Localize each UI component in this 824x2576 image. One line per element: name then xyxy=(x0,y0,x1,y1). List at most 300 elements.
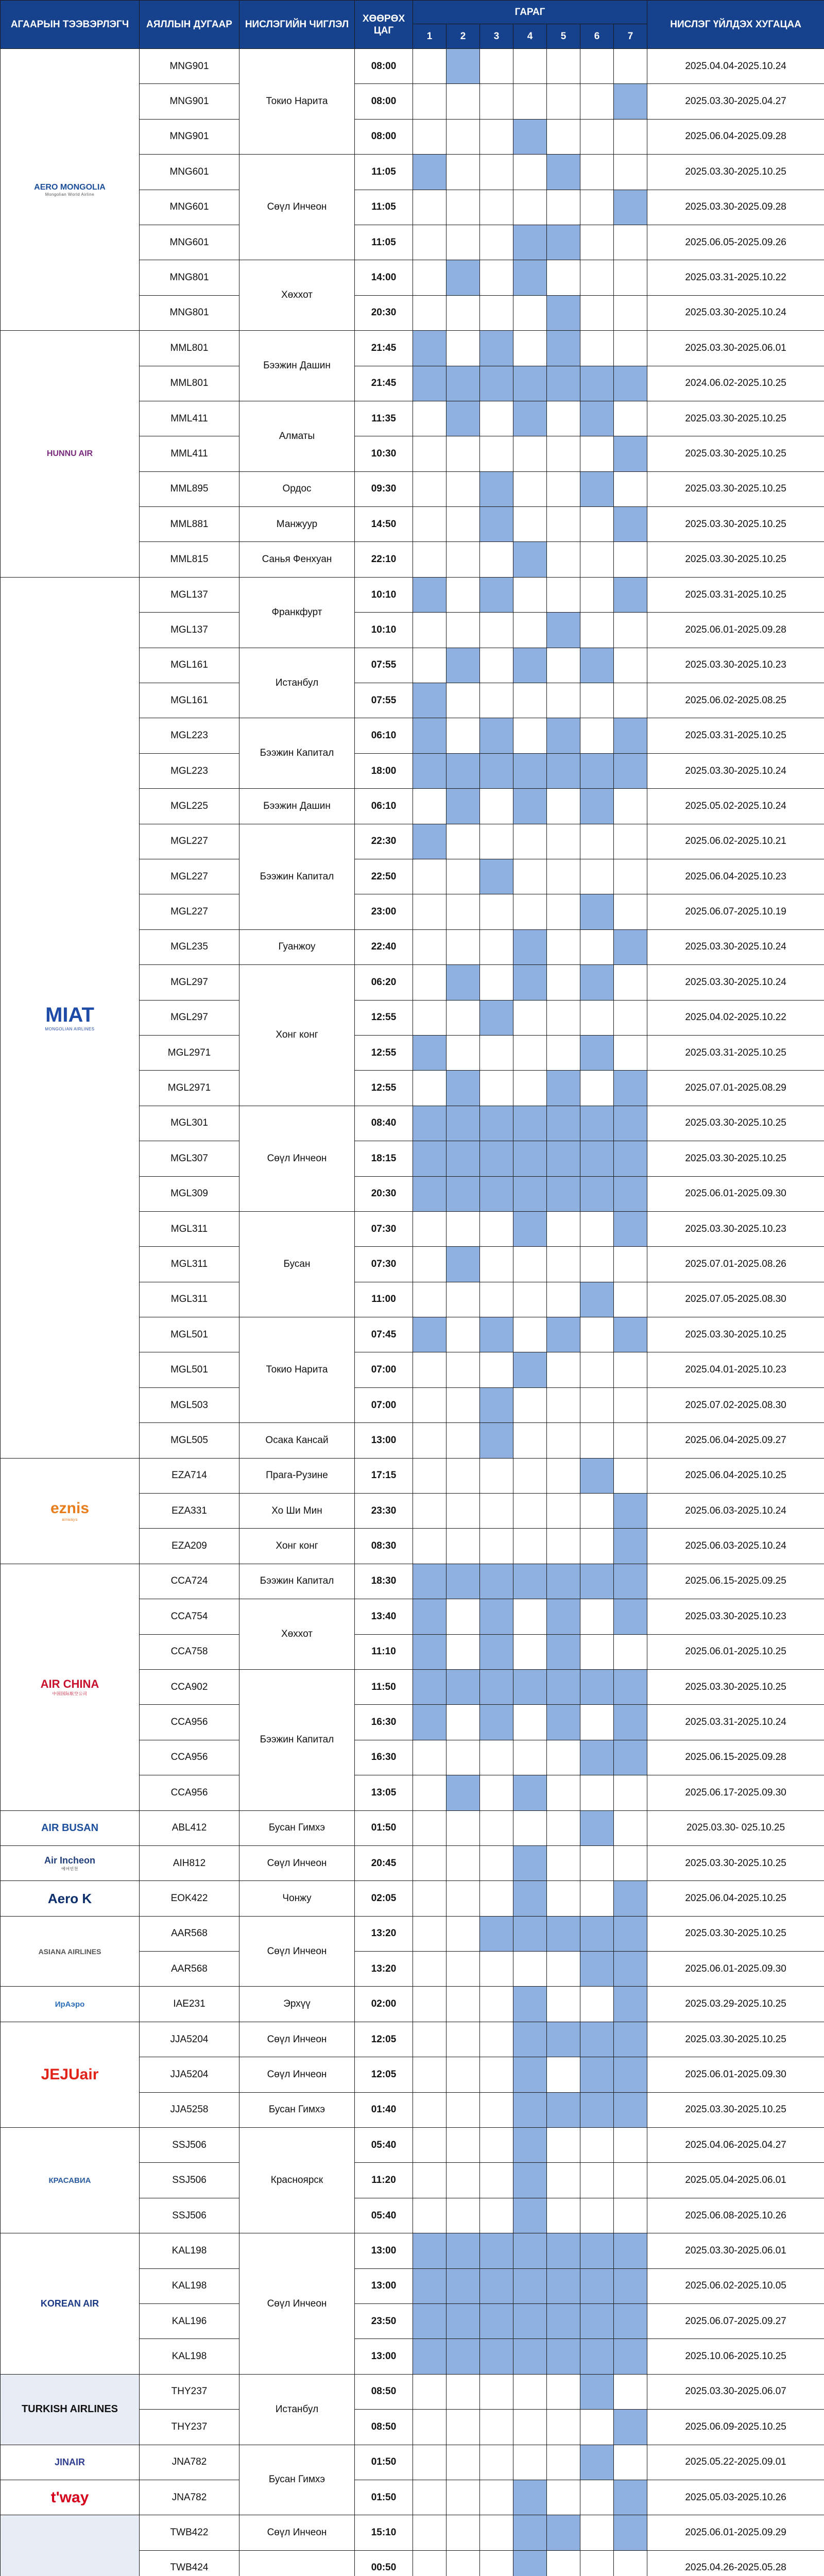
day-cell-6 xyxy=(580,613,614,648)
day-cell-1 xyxy=(413,1035,447,1070)
destination: Бусан xyxy=(239,1211,355,1317)
day-cell-7 xyxy=(614,1000,647,1035)
schedule-row xyxy=(1,1987,824,2022)
day-cell-5 xyxy=(547,2515,580,2550)
day-cell-7 xyxy=(614,2092,647,2127)
day-cell-1 xyxy=(413,789,447,824)
day-cell-1 xyxy=(413,471,447,506)
day-cell-5 xyxy=(547,1000,580,1035)
header-weekdays: ГАРАГ xyxy=(413,1,647,24)
departure-time: 05:40 xyxy=(355,2198,413,2233)
flight-period: 2025.03.30-2025.10.25 xyxy=(647,1669,824,1704)
day-cell-5 xyxy=(547,1564,580,1599)
day-cell-6 xyxy=(580,2057,614,2092)
header-day-1: 1 xyxy=(413,24,447,49)
airline-logo-subtext: 中国国际航空公司 xyxy=(52,1691,88,1697)
flight-number: SSJ506 xyxy=(140,2128,239,2163)
airline-logo-text: AIR BUSAN xyxy=(41,1822,99,1834)
day-cell-1 xyxy=(413,1810,447,1845)
day-cell-6 xyxy=(580,1106,614,1141)
day-cell-7 xyxy=(614,1881,647,1916)
day-cell-4 xyxy=(513,2128,547,2163)
flight-period: 2025.03.30-2025.10.25 xyxy=(647,507,824,542)
day-cell-2 xyxy=(447,225,480,260)
day-cell-5 xyxy=(547,1458,580,1493)
jeju-air-logo xyxy=(1,2066,139,2083)
departure-time: 10:10 xyxy=(355,577,413,612)
day-cell-3 xyxy=(480,1106,513,1141)
day-cell-3 xyxy=(480,1669,513,1704)
flight-period: 2025.06.15-2025.09.28 xyxy=(647,1740,824,1775)
aero-k-logo xyxy=(1,1891,139,1907)
day-cell-3 xyxy=(480,1599,513,1634)
departure-time: 09:30 xyxy=(355,471,413,506)
day-cell-1 xyxy=(413,1599,447,1634)
header-flight-period: НИСЛЭГ ҮЙЛДЭХ ХУГАЦАА xyxy=(647,1,824,49)
day-cell-6 xyxy=(580,2410,614,2445)
day-cell-6 xyxy=(580,401,614,436)
day-cell-6 xyxy=(580,119,614,154)
destination: Эрхүү xyxy=(239,1987,355,2022)
flight-number: ABL412 xyxy=(140,1810,239,1845)
day-cell-6 xyxy=(580,295,614,330)
day-cell-3 xyxy=(480,1071,513,1106)
schedule-row xyxy=(1,2233,824,2268)
day-cell-3 xyxy=(480,2410,513,2445)
day-cell-1 xyxy=(413,613,447,648)
day-cell-2 xyxy=(447,2128,480,2163)
destination: Хөххот xyxy=(239,260,355,331)
flight-number: MGL161 xyxy=(140,683,239,718)
flight-number: MGL297 xyxy=(140,1000,239,1035)
day-cell-5 xyxy=(547,1106,580,1141)
air-china-logo xyxy=(1,1677,139,1697)
day-cell-4 xyxy=(513,401,547,436)
day-cell-2 xyxy=(447,1740,480,1775)
day-cell-2 xyxy=(447,1634,480,1669)
day-cell-6 xyxy=(580,260,614,295)
day-cell-4 xyxy=(513,295,547,330)
flight-period: 2025.06.01-2025.09.28 xyxy=(647,613,824,648)
day-cell-3 xyxy=(480,613,513,648)
flight-number: KAL198 xyxy=(140,2268,239,2303)
day-cell-1 xyxy=(413,2304,447,2339)
day-cell-3 xyxy=(480,965,513,1000)
airline-logo-text: ИрАэро xyxy=(55,1999,85,2009)
day-cell-3 xyxy=(480,789,513,824)
day-cell-5 xyxy=(547,2128,580,2163)
header-day-6: 6 xyxy=(580,24,614,49)
day-cell-5 xyxy=(547,2374,580,2409)
day-cell-1 xyxy=(413,1317,447,1352)
flight-number: MGL225 xyxy=(140,789,239,824)
day-cell-5 xyxy=(547,2410,580,2445)
flight-number: SSJ506 xyxy=(140,2198,239,2233)
day-cell-2 xyxy=(447,1106,480,1141)
day-cell-2 xyxy=(447,331,480,366)
flight-period: 2025.06.01-2025.09.29 xyxy=(647,2515,824,2550)
day-cell-2 xyxy=(447,1282,480,1317)
day-cell-4 xyxy=(513,1176,547,1211)
day-cell-5 xyxy=(547,295,580,330)
airline-logo-subtext: 에어인천 xyxy=(61,1866,78,1871)
schedule-row xyxy=(1,1564,824,1599)
day-cell-2 xyxy=(447,859,480,894)
day-cell-1 xyxy=(413,753,447,788)
departure-time: 20:30 xyxy=(355,1176,413,1211)
flight-number: MGL2971 xyxy=(140,1071,239,1106)
departure-time: 18:00 xyxy=(355,753,413,788)
flight-period: 2025.03.30-2025.10.25 xyxy=(647,155,824,190)
day-cell-2 xyxy=(447,2445,480,2480)
day-cell-4 xyxy=(513,1458,547,1493)
day-cell-1 xyxy=(413,824,447,859)
flight-number: MML801 xyxy=(140,366,239,401)
day-cell-5 xyxy=(547,49,580,84)
korean-air-logo xyxy=(1,2298,139,2309)
day-cell-2 xyxy=(447,2550,480,2576)
day-cell-7 xyxy=(614,613,647,648)
day-cell-1 xyxy=(413,225,447,260)
day-cell-6 xyxy=(580,1387,614,1422)
day-cell-6 xyxy=(580,1211,614,1246)
day-cell-7 xyxy=(614,401,647,436)
day-cell-6 xyxy=(580,2515,614,2550)
day-cell-4 xyxy=(513,1599,547,1634)
day-cell-5 xyxy=(547,2233,580,2268)
destination: Бээжин Капитал xyxy=(239,1564,355,1599)
day-cell-3 xyxy=(480,2445,513,2480)
airline-logo-text: t'way xyxy=(50,2488,89,2506)
airline-cell xyxy=(1,1845,140,1880)
day-cell-4 xyxy=(513,1810,547,1845)
day-cell-3 xyxy=(480,471,513,506)
departure-time: 18:30 xyxy=(355,1564,413,1599)
flight-number: MNG901 xyxy=(140,49,239,84)
day-cell-7 xyxy=(614,1317,647,1352)
destination: Манжуур xyxy=(239,507,355,542)
day-cell-3 xyxy=(480,2515,513,2550)
day-cell-4 xyxy=(513,1669,547,1704)
day-cell-3 xyxy=(480,1845,513,1880)
flight-number: EZA714 xyxy=(140,1458,239,1493)
day-cell-6 xyxy=(580,648,614,683)
day-cell-2 xyxy=(447,613,480,648)
destination: Токио Нарита xyxy=(239,49,355,155)
day-cell-5 xyxy=(547,1317,580,1352)
flight-period: 2025.06.15-2025.09.25 xyxy=(647,1564,824,1599)
flight-number: CCA902 xyxy=(140,1669,239,1704)
flight-number: MML411 xyxy=(140,436,239,471)
day-cell-1 xyxy=(413,2410,447,2445)
day-cell-6 xyxy=(580,49,614,84)
day-cell-2 xyxy=(447,753,480,788)
day-cell-4 xyxy=(513,894,547,929)
day-cell-1 xyxy=(413,1705,447,1740)
day-cell-2 xyxy=(447,1387,480,1422)
airline-cell xyxy=(1,2128,140,2233)
flight-number: CCA754 xyxy=(140,1599,239,1634)
flight-period: 2025.03.30-2025.10.23 xyxy=(647,1211,824,1246)
day-cell-7 xyxy=(614,929,647,964)
day-cell-4 xyxy=(513,1247,547,1282)
day-cell-2 xyxy=(447,1458,480,1493)
departure-time: 11:20 xyxy=(355,2163,413,2198)
day-cell-2 xyxy=(447,2410,480,2445)
airline-cell xyxy=(1,1987,140,2022)
day-cell-4 xyxy=(513,119,547,154)
day-cell-6 xyxy=(580,683,614,718)
day-cell-6 xyxy=(580,84,614,119)
day-cell-4 xyxy=(513,789,547,824)
day-cell-3 xyxy=(480,190,513,225)
day-cell-2 xyxy=(447,1705,480,1740)
day-cell-2 xyxy=(447,542,480,577)
departure-time: 16:30 xyxy=(355,1705,413,1740)
day-cell-7 xyxy=(614,1669,647,1704)
day-cell-7 xyxy=(614,1634,647,1669)
day-cell-7 xyxy=(614,1987,647,2022)
day-cell-7 xyxy=(614,2304,647,2339)
flight-number: MML895 xyxy=(140,471,239,506)
airline-logo-text: Aero K xyxy=(47,1890,92,1906)
day-cell-1 xyxy=(413,49,447,84)
flight-period: 2025.07.01-2025.08.26 xyxy=(647,1247,824,1282)
destination: Сөүл Инчеон xyxy=(239,1106,355,1211)
destination: Бээжин Капитал xyxy=(239,824,355,929)
destination: Хонг конг xyxy=(239,1529,355,1564)
day-cell-1 xyxy=(413,2022,447,2057)
airline-logo-subtext: airways xyxy=(62,1517,78,1522)
departure-time: 06:10 xyxy=(355,718,413,753)
departure-time: 11:05 xyxy=(355,225,413,260)
day-cell-1 xyxy=(413,718,447,753)
flight-period: 2025.06.09-2025.10.25 xyxy=(647,2410,824,2445)
day-cell-3 xyxy=(480,1494,513,1529)
day-cell-6 xyxy=(580,824,614,859)
flight-period: 2025.03.30-2025.10.25 xyxy=(647,401,824,436)
day-cell-4 xyxy=(513,2022,547,2057)
day-cell-1 xyxy=(413,577,447,612)
day-cell-7 xyxy=(614,1916,647,1951)
airline-cell xyxy=(1,1564,140,1810)
day-cell-5 xyxy=(547,1211,580,1246)
day-cell-3 xyxy=(480,1916,513,1951)
air-incheon-logo xyxy=(1,1855,139,1872)
destination: Сөүл Инчеон xyxy=(239,2515,355,2550)
destination: Осака Кансай xyxy=(239,1423,355,1458)
day-cell-2 xyxy=(447,436,480,471)
flight-number: MGL307 xyxy=(140,1141,239,1176)
day-cell-2 xyxy=(447,1494,480,1529)
departure-time: 14:50 xyxy=(355,507,413,542)
day-cell-1 xyxy=(413,436,447,471)
flight-period: 2025.03.31-2025.10.25 xyxy=(647,1035,824,1070)
day-cell-7 xyxy=(614,1176,647,1211)
day-cell-3 xyxy=(480,331,513,366)
departure-time: 07:30 xyxy=(355,1247,413,1282)
departure-time: 13:00 xyxy=(355,1423,413,1458)
day-cell-3 xyxy=(480,894,513,929)
header-day-3: 3 xyxy=(480,24,513,49)
day-cell-1 xyxy=(413,119,447,154)
flight-number: AAR568 xyxy=(140,1916,239,1951)
flight-number: AAR568 xyxy=(140,1952,239,1987)
flight-number: MGL501 xyxy=(140,1317,239,1352)
flight-number: MGL501 xyxy=(140,1352,239,1387)
departure-time: 23:50 xyxy=(355,2304,413,2339)
day-cell-4 xyxy=(513,1211,547,1246)
day-cell-1 xyxy=(413,2445,447,2480)
day-cell-2 xyxy=(447,1599,480,1634)
day-cell-5 xyxy=(547,789,580,824)
day-cell-7 xyxy=(614,1564,647,1599)
destination: Истанбул xyxy=(239,2374,355,2445)
day-cell-1 xyxy=(413,1529,447,1564)
departure-time: 00:50 xyxy=(355,2550,413,2576)
destination: Прага-Рузине xyxy=(239,1458,355,1493)
header-day-5: 5 xyxy=(547,24,580,49)
day-cell-6 xyxy=(580,1247,614,1282)
departure-time: 13:20 xyxy=(355,1916,413,1951)
day-cell-3 xyxy=(480,1035,513,1070)
schedule-row xyxy=(1,2022,824,2057)
schedule-row xyxy=(1,331,824,366)
day-cell-4 xyxy=(513,1916,547,1951)
departure-time: 12:05 xyxy=(355,2057,413,2092)
day-cell-4 xyxy=(513,1705,547,1740)
day-cell-4 xyxy=(513,1987,547,2022)
flight-period: 2025.10.06-2025.10.25 xyxy=(647,2339,824,2374)
day-cell-6 xyxy=(580,1141,614,1176)
day-cell-5 xyxy=(547,2304,580,2339)
day-cell-2 xyxy=(447,2480,480,2515)
day-cell-5 xyxy=(547,1987,580,2022)
flight-number: MGL297 xyxy=(140,965,239,1000)
flight-number: MGL311 xyxy=(140,1247,239,1282)
day-cell-1 xyxy=(413,2515,447,2550)
day-cell-3 xyxy=(480,2480,513,2515)
departure-time: 02:05 xyxy=(355,1881,413,1916)
day-cell-5 xyxy=(547,1035,580,1070)
day-cell-3 xyxy=(480,1881,513,1916)
schedule-row xyxy=(1,2480,824,2515)
destination: Истанбул xyxy=(239,648,355,718)
day-cell-7 xyxy=(614,1211,647,1246)
day-cell-1 xyxy=(413,1845,447,1880)
day-cell-2 xyxy=(447,366,480,401)
day-cell-4 xyxy=(513,471,547,506)
destination: Алматы xyxy=(239,401,355,471)
destination: Бээжин Капитал xyxy=(239,718,355,789)
header-destination: НИСЛЭГИЙН ЧИГЛЭЛ xyxy=(239,1,355,49)
day-cell-3 xyxy=(480,1211,513,1246)
day-cell-4 xyxy=(513,859,547,894)
day-cell-2 xyxy=(447,1247,480,1282)
day-cell-3 xyxy=(480,49,513,84)
day-cell-7 xyxy=(614,1071,647,1106)
flight-period: 2025.07.05-2025.08.30 xyxy=(647,1282,824,1317)
day-cell-5 xyxy=(547,1775,580,1810)
day-cell-3 xyxy=(480,1387,513,1422)
day-cell-6 xyxy=(580,1458,614,1493)
day-cell-3 xyxy=(480,1634,513,1669)
departure-time: 22:40 xyxy=(355,929,413,964)
day-cell-6 xyxy=(580,2092,614,2127)
departure-time: 01:50 xyxy=(355,1810,413,1845)
destination xyxy=(239,2550,355,2576)
day-cell-4 xyxy=(513,753,547,788)
day-cell-3 xyxy=(480,2374,513,2409)
day-cell-5 xyxy=(547,613,580,648)
day-cell-3 xyxy=(480,1458,513,1493)
day-cell-2 xyxy=(447,295,480,330)
schedule-row xyxy=(1,1845,824,1880)
day-cell-2 xyxy=(447,119,480,154)
departure-time: 08:00 xyxy=(355,119,413,154)
day-cell-5 xyxy=(547,965,580,1000)
flight-number: MNG801 xyxy=(140,295,239,330)
day-cell-1 xyxy=(413,2057,447,2092)
destination: Сөүл Инчеон xyxy=(239,1916,355,1987)
day-cell-4 xyxy=(513,2198,547,2233)
schedule-row xyxy=(1,2515,824,2550)
day-cell-4 xyxy=(513,2268,547,2303)
flight-period: 2025.03.30-2025.10.23 xyxy=(647,648,824,683)
day-cell-1 xyxy=(413,1176,447,1211)
flight-number: MGL227 xyxy=(140,824,239,859)
airline-logo-text: MIAT xyxy=(45,1004,94,1027)
day-cell-5 xyxy=(547,1141,580,1176)
day-cell-4 xyxy=(513,1494,547,1529)
flight-number: MGL311 xyxy=(140,1282,239,1317)
day-cell-5 xyxy=(547,1282,580,1317)
flight-period: 2025.03.30-2025.10.24 xyxy=(647,295,824,330)
day-cell-2 xyxy=(447,1071,480,1106)
day-cell-1 xyxy=(413,683,447,718)
day-cell-6 xyxy=(580,1705,614,1740)
day-cell-2 xyxy=(447,965,480,1000)
day-cell-4 xyxy=(513,2374,547,2409)
departure-time: 01:40 xyxy=(355,2092,413,2127)
day-cell-2 xyxy=(447,1423,480,1458)
day-cell-4 xyxy=(513,1387,547,1422)
day-cell-4 xyxy=(513,260,547,295)
day-cell-2 xyxy=(447,2374,480,2409)
day-cell-3 xyxy=(480,1529,513,1564)
flight-number: MML801 xyxy=(140,331,239,366)
day-cell-4 xyxy=(513,542,547,577)
day-cell-2 xyxy=(447,894,480,929)
day-cell-1 xyxy=(413,2374,447,2409)
airline-logo-text: ASIANA AIRLINES xyxy=(38,1947,101,1956)
day-cell-7 xyxy=(614,119,647,154)
day-cell-5 xyxy=(547,2198,580,2233)
day-cell-6 xyxy=(580,718,614,753)
day-cell-5 xyxy=(547,331,580,366)
destination: Сөүл Инчеон xyxy=(239,155,355,260)
day-cell-3 xyxy=(480,859,513,894)
day-cell-2 xyxy=(447,49,480,84)
day-cell-7 xyxy=(614,155,647,190)
departure-time: 20:30 xyxy=(355,295,413,330)
day-cell-2 xyxy=(447,401,480,436)
day-cell-4 xyxy=(513,2339,547,2374)
turkish-airlines-logo xyxy=(1,2403,139,2415)
day-cell-3 xyxy=(480,2198,513,2233)
departure-time: 21:45 xyxy=(355,366,413,401)
day-cell-1 xyxy=(413,331,447,366)
